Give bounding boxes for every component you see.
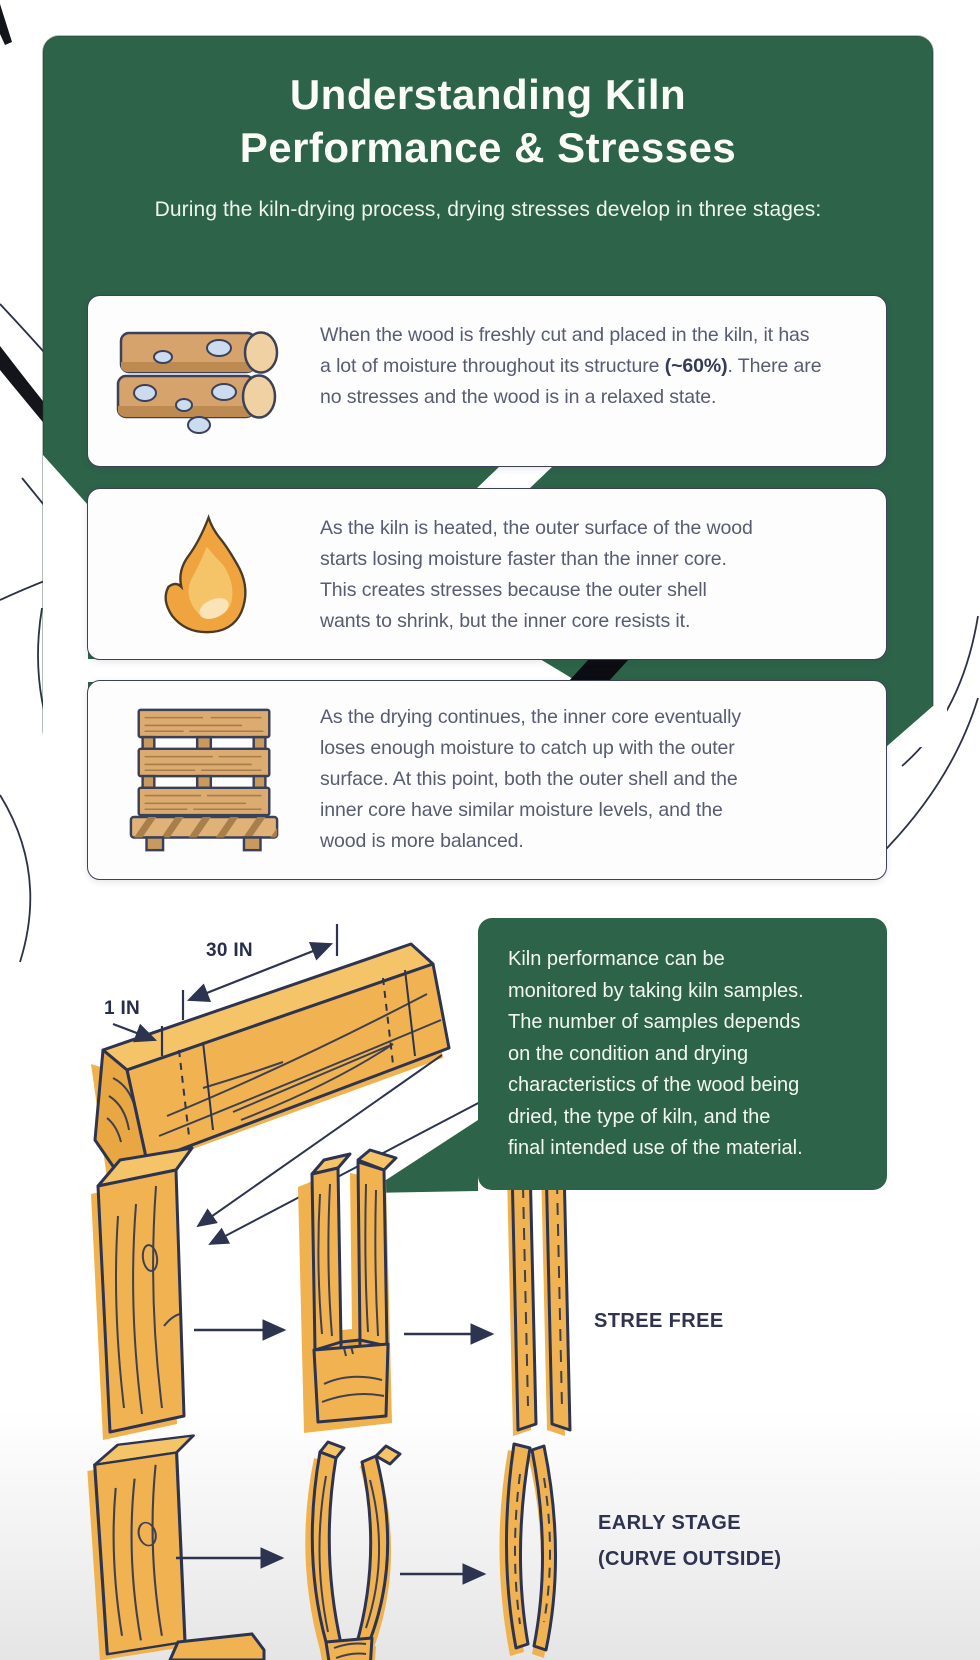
stage-card-heating: [87, 488, 887, 660]
sample-block-1: [91, 1148, 192, 1440]
stage-card-fresh-wood: [87, 295, 887, 467]
stage-text-after: . There are no stresses and the wood is in a relaxed state.: [320, 355, 822, 408]
stage-card-text: As the kiln is heated, the outer surface of the wood starts losing moisture faster than the inner core. This creates stresses because the outer shell wants to shrink, but the inner core resists it.: [320, 517, 753, 632]
hero-bottom-left-cut: [87, 659, 578, 682]
flame-icon: [88, 489, 320, 659]
page-title-line1: Understanding Kiln: [289, 71, 687, 118]
page-title-line2: Performance & Stresses: [239, 124, 737, 171]
board-length-label: 30 IN: [206, 940, 253, 961]
stage-text-before: When the wood is freshly cut and placed in the kiln, it has a lot of moisture throughout its structure: [320, 324, 810, 377]
sample-block-2: [87, 1436, 193, 1660]
kiln-sample-board-illustration: [91, 924, 449, 1178]
stage-card-text: As the drying continues, the inner core eventually loses enough moisture to catch up with the outer surface. At this point, both the outer shell and the inner core have similar moisture levels, and the wood is more balanced.: [320, 706, 742, 852]
corner-mark: [0, 4, 12, 45]
page-subtitle: During the kiln-drying process, drying stresses develop in three stages:: [154, 198, 822, 221]
stage-card-text: [320, 296, 825, 466]
page-title: [43, 68, 933, 174]
kiln-samples-callout: Kiln performance can be monitored by taking kiln samples. The number of samples depends on the condition and drying characteristics of the wood being dried, the type of kiln, and the final intended use of the material.: [478, 918, 887, 1190]
prong-halves-curved: [499, 1444, 555, 1658]
prong-fork-curved-outside: [305, 1442, 400, 1660]
hero-left-cut: [43, 455, 88, 747]
prong-fork-straight: [298, 1150, 396, 1433]
stress-row1-label: STREE FREE: [594, 1310, 724, 1332]
lumber-stack-icon: [88, 681, 320, 879]
stage-text-highlight: (~60%): [664, 355, 728, 377]
stress-row2-label: EARLY STAGE: [598, 1512, 741, 1534]
logs-moisture-icon: [88, 296, 320, 466]
board-thickness-label: 1 IN: [104, 998, 141, 1019]
stage-card-balanced: [87, 680, 887, 880]
stress-row2-sublabel: (CURVE OUTSIDE): [598, 1548, 782, 1570]
prong-halves-straight: [507, 1150, 570, 1436]
